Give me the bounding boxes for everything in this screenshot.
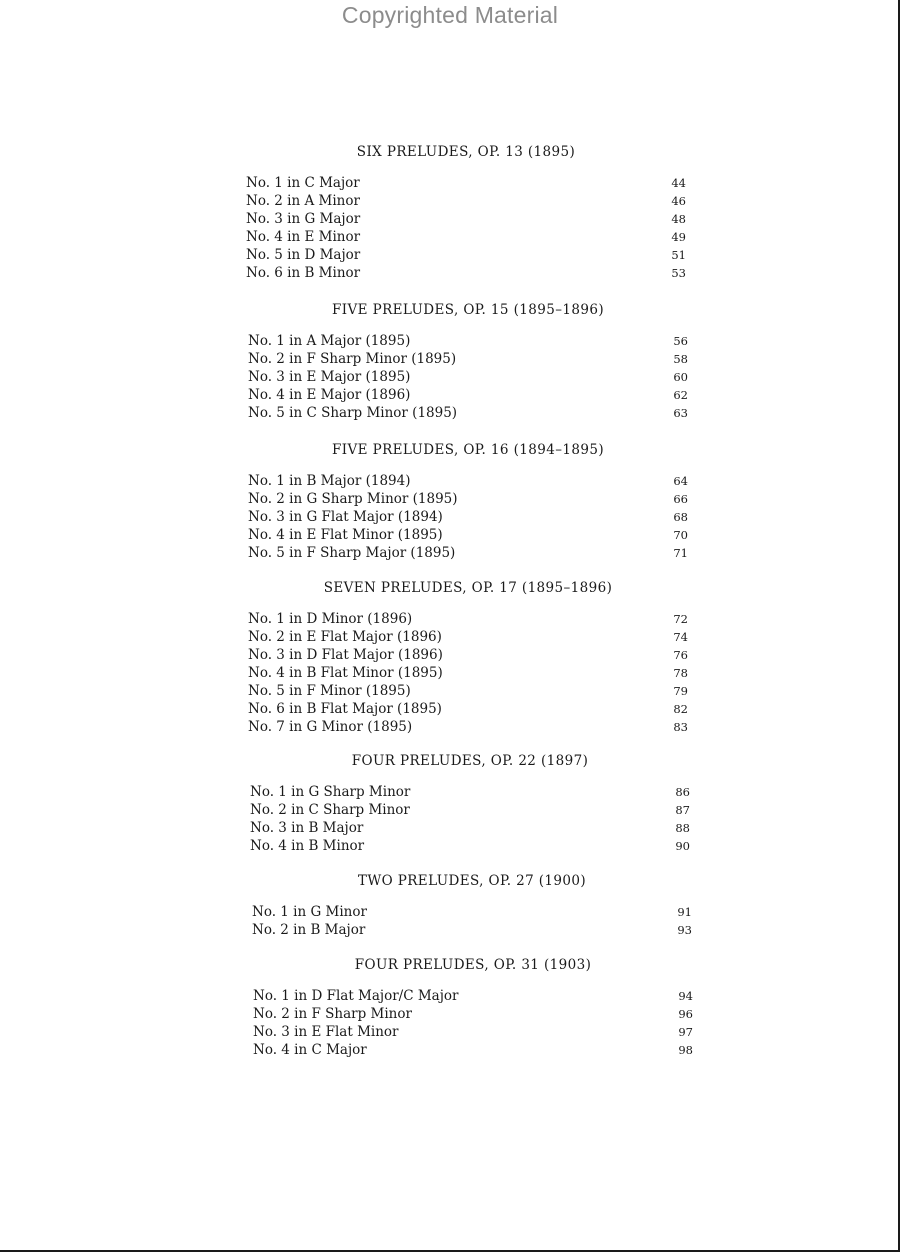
toc-entry[interactable]	[248, 472, 688, 490]
entry-label: No. 4 in E Major (1896)	[248, 387, 411, 403]
page-number: 51	[671, 248, 686, 262]
page-number: 87	[675, 803, 690, 817]
page-number: 44	[671, 176, 686, 190]
page-number: 46	[671, 194, 686, 208]
page-number: 72	[673, 612, 688, 626]
entry-label: No. 2 in A Minor	[246, 193, 360, 209]
section-title: SIX PRELUDES, OP. 13 (1895)	[356, 144, 576, 160]
page-number: 62	[673, 388, 688, 402]
entry-label: No. 4 in E Minor	[246, 229, 361, 245]
entry-label: No. 1 in G Sharp Minor	[250, 784, 411, 800]
section-op31	[253, 957, 693, 1059]
section-title: FIVE PRELUDES, OP. 15 (1895–1896)	[332, 302, 604, 318]
entry-label: No. 1 in G Minor	[252, 904, 367, 920]
toc-entry[interactable]	[253, 1005, 693, 1023]
page-number: 70	[673, 528, 688, 542]
section-title: FOUR PRELUDES, OP. 31 (1903)	[354, 957, 592, 973]
section-op22	[250, 753, 690, 855]
toc-entry[interactable]	[248, 610, 688, 628]
toc-entry[interactable]	[246, 174, 686, 192]
toc-entry[interactable]	[248, 508, 688, 526]
entry-label: No. 2 in E Flat Major (1896)	[248, 629, 442, 645]
entry-label: No. 4 in C Major	[253, 1042, 367, 1058]
entry-label: No. 1 in D Minor (1896)	[248, 611, 413, 627]
page-number: 96	[678, 1007, 693, 1021]
page-number: 56	[673, 334, 688, 348]
toc-entry[interactable]	[250, 837, 690, 855]
page-number: 53	[671, 266, 686, 280]
page-number: 90	[675, 839, 690, 853]
copyright-watermark: Copyrighted Material	[341, 2, 559, 28]
section-op17	[248, 580, 688, 736]
toc-entry[interactable]	[248, 718, 688, 736]
entry-label: No. 4 in B Flat Minor (1895)	[248, 665, 443, 681]
section-op13	[246, 144, 686, 282]
toc-entry[interactable]	[248, 700, 688, 718]
page-number: 98	[678, 1043, 693, 1057]
page-number: 64	[673, 474, 688, 488]
toc-entry[interactable]	[252, 921, 692, 939]
entry-label: No. 6 in B Flat Major (1895)	[248, 701, 442, 717]
entry-label: No. 1 in B Major (1894)	[248, 473, 411, 489]
page-number: 76	[673, 648, 688, 662]
entry-label: No. 2 in F Sharp Minor (1895)	[248, 351, 457, 367]
entry-label: No. 1 in C Major	[246, 175, 360, 191]
entry-label: No. 4 in E Flat Minor (1895)	[248, 527, 443, 543]
entry-label: No. 3 in G Major	[246, 211, 361, 227]
page-number: 49	[671, 230, 686, 244]
toc-entry[interactable]	[250, 801, 690, 819]
toc-entry[interactable]	[248, 386, 688, 404]
section-op16	[248, 442, 688, 562]
entry-label: No. 5 in D Major	[246, 247, 361, 263]
toc-entry[interactable]	[250, 783, 690, 801]
toc-entry[interactable]	[253, 987, 693, 1005]
toc-entry[interactable]	[248, 526, 688, 544]
page-number: 97	[678, 1025, 693, 1039]
entry-label: No. 3 in B Major	[250, 820, 364, 836]
toc-entry[interactable]	[250, 819, 690, 837]
page-number: 58	[673, 352, 688, 366]
page-number: 78	[673, 666, 688, 680]
entry-label: No. 2 in B Major	[252, 922, 366, 938]
section-title: FOUR PRELUDES, OP. 22 (1897)	[351, 753, 589, 769]
section-op15	[248, 302, 688, 422]
entry-label: No. 2 in C Sharp Minor	[250, 802, 410, 818]
entry-label: No. 2 in G Sharp Minor (1895)	[248, 491, 458, 507]
entry-label: No. 6 in B Minor	[246, 265, 361, 281]
toc-entry[interactable]	[253, 1023, 693, 1041]
page-number: 66	[673, 492, 688, 506]
section-op27	[252, 873, 692, 939]
toc-entry[interactable]	[248, 332, 688, 350]
page-number: 83	[673, 720, 688, 734]
section-title: SEVEN PRELUDES, OP. 17 (1895–1896)	[323, 580, 613, 596]
toc-entry[interactable]	[248, 646, 688, 664]
toc-entry[interactable]	[248, 664, 688, 682]
entry-label: No. 7 in G Minor (1895)	[248, 719, 413, 735]
page-number: 86	[675, 785, 690, 799]
toc-entry[interactable]	[248, 350, 688, 368]
toc-entry[interactable]	[248, 682, 688, 700]
entry-label: No. 4 in B Minor	[250, 838, 365, 854]
section-title: FIVE PRELUDES, OP. 16 (1894–1895)	[332, 442, 604, 458]
page-number: 94	[678, 989, 693, 1003]
page-number: 68	[673, 510, 688, 524]
toc-entry[interactable]	[248, 404, 688, 422]
toc-entry[interactable]	[252, 903, 692, 921]
page-number: 60	[673, 370, 688, 384]
toc-entry[interactable]	[253, 1041, 693, 1059]
page-number: 91	[677, 905, 692, 919]
page-number: 63	[673, 406, 688, 420]
page-number: 71	[673, 546, 688, 560]
toc-entry[interactable]	[246, 228, 686, 246]
page-number: 93	[677, 923, 692, 937]
toc-entry[interactable]	[248, 368, 688, 386]
page-number: 79	[673, 684, 688, 698]
entry-label: No. 3 in E Flat Minor	[253, 1024, 399, 1040]
entry-label: No. 1 in D Flat Major/C Major	[253, 988, 459, 1004]
toc-entry[interactable]	[248, 544, 688, 562]
toc-entry[interactable]	[246, 246, 686, 264]
toc-entry[interactable]	[246, 210, 686, 228]
entry-label: No. 5 in C Sharp Minor (1895)	[248, 405, 458, 421]
page-number: 48	[671, 212, 686, 226]
page-number: 82	[673, 702, 688, 716]
entry-label: No. 5 in F Minor (1895)	[248, 683, 411, 699]
entry-label: No. 2 in F Sharp Minor	[253, 1006, 412, 1022]
toc-entry[interactable]	[246, 192, 686, 210]
entry-label: No. 5 in F Sharp Major (1895)	[248, 545, 456, 561]
page-number: 74	[673, 630, 688, 644]
toc-entry[interactable]	[248, 490, 688, 508]
entry-label: No. 3 in G Flat Major (1894)	[248, 509, 443, 525]
section-title: TWO PRELUDES, OP. 27 (1900)	[357, 873, 587, 889]
page-number: 88	[675, 821, 690, 835]
entry-label: No. 3 in D Flat Major (1896)	[248, 647, 443, 663]
entry-label: No. 3 in E Major (1895)	[248, 369, 411, 385]
toc-entry[interactable]	[246, 264, 686, 282]
toc-entry[interactable]	[248, 628, 688, 646]
entry-label: No. 1 in A Major (1895)	[248, 333, 411, 349]
